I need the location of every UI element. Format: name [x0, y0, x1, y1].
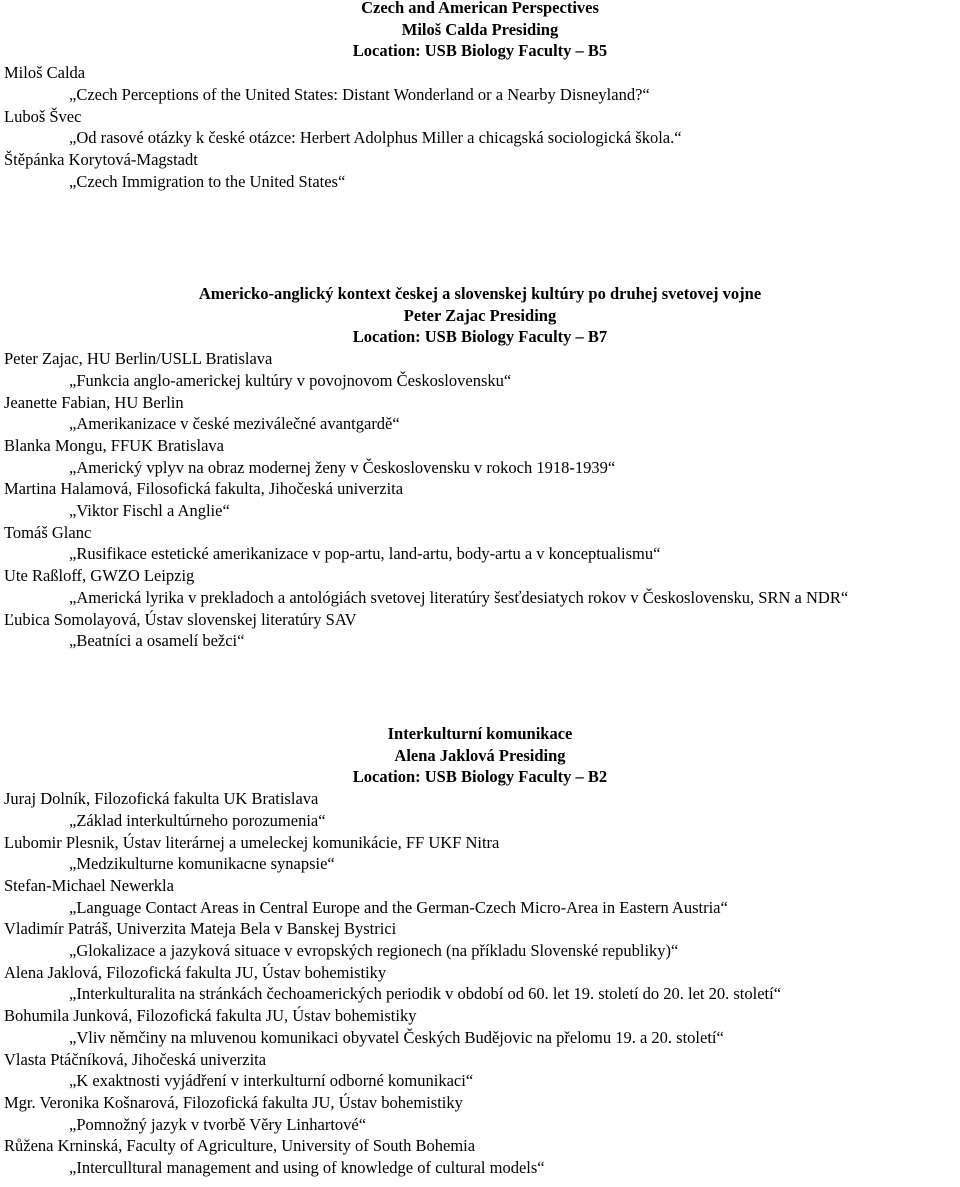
entry-talk-title: „Americký vplyv na obraz modernej ženy v Československu v rokoch 1918-1939“: [69, 457, 616, 477]
entry-author: Ľubica Somolayová, Ústav slovenskej literatúry SAV: [4, 609, 357, 629]
session-americko-anglicky: [4, 283, 956, 652]
entry-talk-title: „K exaktnosti vyjádření v interkulturní odborné komunikaci“: [69, 1071, 474, 1091]
session-entries: [4, 62, 956, 192]
entry-author: Vlasta Ptáčníková, Jihočeská univerzita: [4, 1049, 267, 1069]
entry-author: Alena Jaklová, Filozofická fakulta JU, Ústav bohemistiky: [4, 962, 387, 982]
session-presiding: Peter Zajac Presiding: [403, 305, 557, 325]
entry-talk-title: „Amerikanizace v české meziválečné avantgardě“: [69, 414, 400, 434]
entry-author: Růžena Krninská, Faculty of Agriculture, University of South Bohemia: [4, 1136, 476, 1156]
entry-author: Mgr. Veronika Košnarová, Filozofická fakulta JU, Ústav bohemistiky: [4, 1092, 463, 1112]
entry-talk-title: „Czech Immigration to the United States“: [69, 171, 346, 191]
session-title: Americko-anglický kontext českej a slovenskej kultúry po druhej svetovej vojne: [198, 284, 762, 303]
entry-talk-title: „Viktor Fischl a Anglie“: [69, 501, 230, 521]
entry-author: Luboš Švec: [4, 106, 82, 126]
entry-talk-title: „Základ interkultúrneho porozumenia“: [69, 810, 326, 830]
entry-author: Bohumila Junková, Filozofická fakulta JU, Ústav bohemistiky: [4, 1006, 417, 1026]
entry-talk-title: „Czech Perceptions of the United States: Distant Wonderland or a Nearby Disneyland?“: [69, 84, 650, 104]
session-location: Location: USB Biology Faculty – B2: [352, 767, 608, 787]
entry-author: Blanka Mongu, FFUK Bratislava: [4, 435, 224, 455]
entry-talk-title: „Language Contact Areas in Central Europe and the German-Czech Micro-Area in Eastern Austria“: [69, 897, 728, 917]
session-interkulturni-komunikace: [4, 723, 956, 1179]
entry-talk-title: „Interculltural management and using of knowledge of cultural models“: [69, 1158, 545, 1178]
entry-author: Jeanette Fabian, HU Berlin: [4, 392, 184, 412]
session-entries: [4, 348, 956, 652]
session-title: Czech and American Perspectives: [361, 0, 599, 17]
entry-talk-title: „Beatníci a osamelí bežci“: [69, 631, 245, 651]
entry-author: Tomáš Glanc: [4, 522, 92, 542]
entry-author: Martina Halamová, Filosofická fakulta, Jihočeská univerzita: [4, 479, 404, 499]
entry-author: Štěpánka Korytová-Magstadt: [4, 149, 198, 169]
entry-author: Stefan-Michael Newerkla: [4, 875, 174, 895]
entry-talk-title: „Medzikulturne komunikacne synapsie“: [69, 854, 335, 874]
entry-talk-title: „Funkcia anglo-americkej kultúry v povojnovom Československu“: [69, 370, 512, 390]
session-czech-american: [4, 0, 956, 192]
entry-talk-title: „Vliv němčiny na mluvenou komunikaci obyvatel Českých Budějovic na přelomu 19. a 20. století“: [69, 1027, 724, 1047]
session-location: Location: USB Biology Faculty – B5: [352, 41, 608, 61]
entry-talk-title: „Pomnožný jazyk v tvorbě Věry Linhartové“: [69, 1114, 367, 1134]
entry-talk-title: „Americká lyrika v prekladoch a antológiách svetovej literatúry šesťdesiatych rokov v Československu, SRN a NDR“: [69, 587, 849, 607]
entry-author: Lubomir Plesnik, Ústav literárnej a umeleckej komunikácie, FF UKF Nitra: [4, 832, 500, 852]
entry-author: Ute Raßloff, GWZO Leipzig: [4, 566, 195, 586]
entry-talk-title: „Interkulturalita na stránkách čechoamerických periodik v období od 60. let 19. století do 20. let 20. století“: [69, 984, 782, 1004]
session-presiding: Alena Jaklová Presiding: [394, 745, 566, 765]
entry-author: Vladimír Patráš, Univerzita Mateja Bela v Banskej Bystrici: [4, 919, 397, 939]
entry-talk-title: „Rusifikace estetické amerikanizace v pop-artu, land-artu, body-artu a v konceptualismu“: [69, 544, 661, 564]
session-location: Location: USB Biology Faculty – B7: [352, 327, 608, 347]
entry-talk-title: „Od rasové otázky k české otázce: Herbert Adolphus Miller a chicagská sociologická škola.“: [69, 128, 682, 148]
entry-author: Miloš Calda: [4, 63, 86, 83]
session-presiding: Miloš Calda Presiding: [401, 19, 559, 39]
session-entries: [4, 788, 956, 1179]
entry-talk-title: „Glokalizace a jazyková situace v evropských regionech (na příkladu Slovenské republiky)“: [69, 941, 679, 961]
entry-author: Juraj Dolník, Filozofická fakulta UK Bratislava: [4, 789, 319, 809]
session-title: Interkulturní komunikace: [387, 724, 573, 743]
entry-author: Peter Zajac, HU Berlin/USLL Bratislava: [4, 349, 273, 369]
